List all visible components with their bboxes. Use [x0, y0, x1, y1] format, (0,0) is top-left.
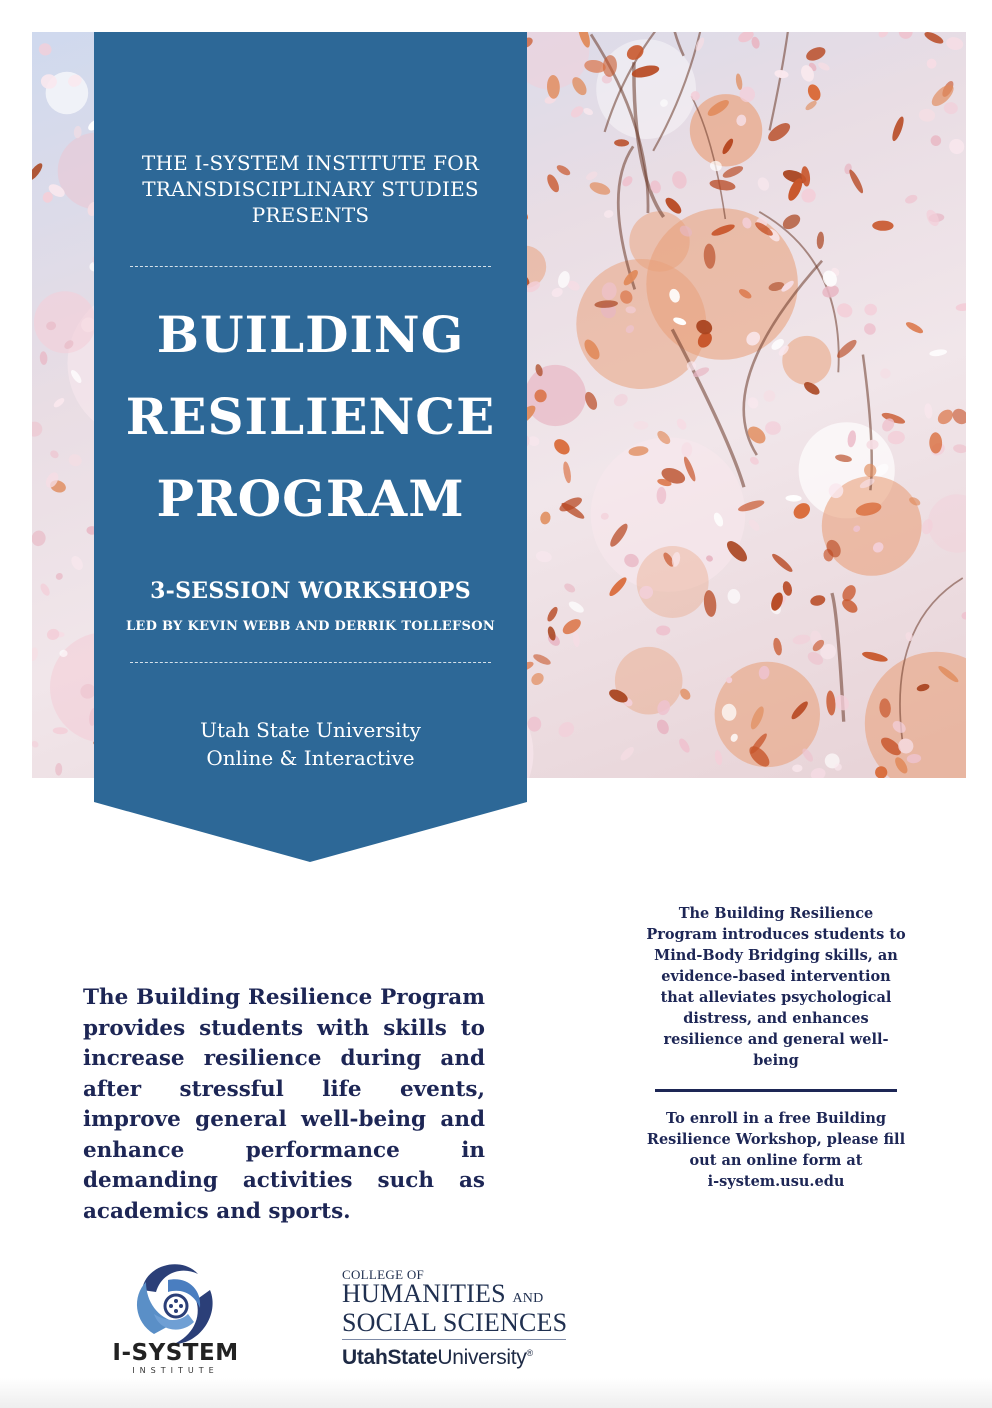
- usu-social-sciences: SOCIAL SCIENCES: [342, 1308, 568, 1337]
- dashed-divider-bottom: [130, 662, 491, 663]
- page-shadow: [0, 1378, 992, 1408]
- workshop-leaders: LED BY KEVIN WEBB AND DERRIK TOLLEFSON: [125, 619, 496, 634]
- presenter-heading: THE I-SYSTEM INSTITUTE FOR TRANSDISCIPLINARY STUDIES PRESENTS: [141, 151, 480, 227]
- sidebar-divider: [655, 1089, 897, 1092]
- i-system-logo-tagline: INSTITUTE: [132, 1366, 219, 1375]
- i-system-logo-name: I-SYSTEM: [112, 1340, 239, 1366]
- usu-divider: [342, 1339, 566, 1340]
- workshop-subtitle: 3-SESSION WORKSHOPS: [150, 578, 471, 604]
- program-title: BUILDING RESILIENCE PROGRAM: [125, 305, 496, 528]
- usu-university-name: UtahStateUniversity®: [342, 1346, 533, 1369]
- sidebar-intro: The Building Resilience Program introduces students to Mind-Body Bridging skills, an evidence-based intervention that alleviates psychological distress, and enhances resilience and general well-being: [646, 905, 906, 1069]
- usu-humanities: HUMANITIES AND: [342, 1279, 544, 1308]
- usu-college-logo: [342, 1268, 582, 1370]
- info-sidebar: [645, 903, 907, 1192]
- sidebar-enroll: To enroll in a free Building Resilience Workshop, please fill out an online form at: [646, 1110, 906, 1169]
- program-description: The Building Resilience Program provides students with skills to increase resilience during and after stressful life events, improve general well-being and enhance performance in demanding activities such as academics and sports.: [83, 985, 485, 1224]
- usu-college-of: COLLEGE OF: [342, 1267, 425, 1282]
- location-info: Utah State University Online & Interactive: [200, 718, 421, 770]
- sidebar-url: i-system.usu.edu: [707, 1173, 845, 1190]
- title-banner: [94, 32, 527, 862]
- dashed-divider-top: [130, 266, 491, 267]
